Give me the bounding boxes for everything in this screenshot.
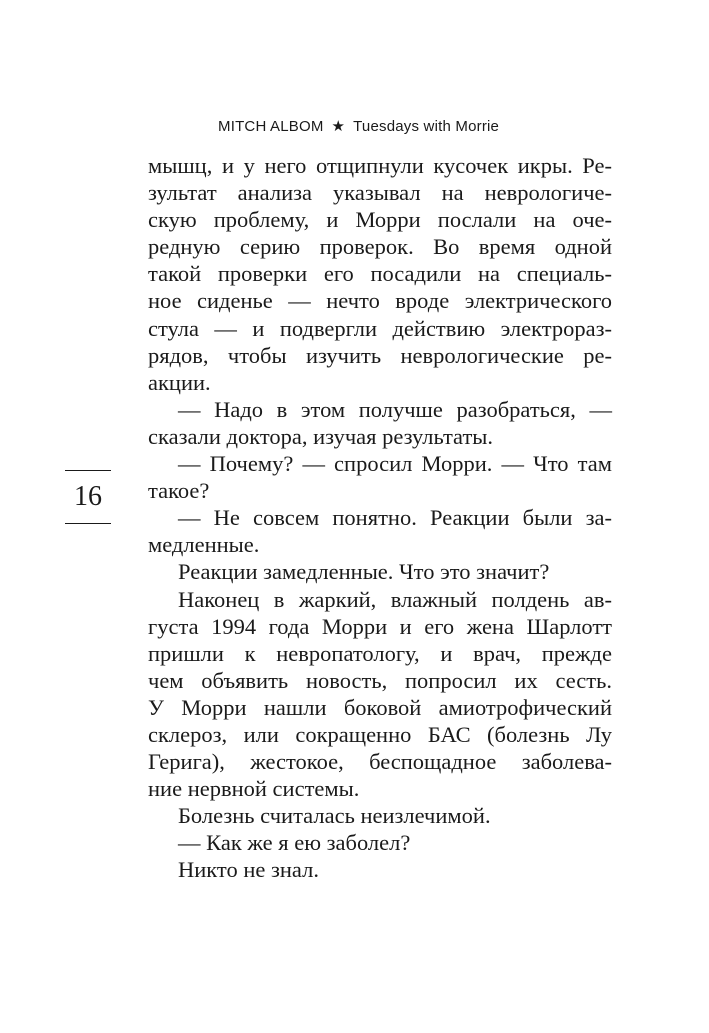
text-line: — Почему? — спросил Морри. — Что там	[178, 451, 612, 477]
text-line: ное сиденье — нечто вроде электрического	[148, 288, 612, 314]
page-number-rule-bottom	[65, 523, 111, 524]
text-line: Реакции замедленные. Что это значит?	[178, 559, 550, 585]
text-line: пришли к невропатологу, и врач, прежде	[148, 640, 612, 666]
text-line: Никто не знал.	[178, 857, 319, 883]
text-line: редную серию проверок. Во время одной	[148, 234, 612, 260]
text-line: У Морри нашли боковой амиотрофический	[148, 694, 612, 720]
text-line: — Не совсем понятно. Реакции были за-	[178, 505, 612, 531]
text-line: чем объявить новость, попросил их сесть.	[148, 667, 612, 693]
text-line: — Надо в этом получше разобраться, —	[178, 396, 612, 422]
star-icon: ★	[331, 119, 346, 135]
running-head-book-title: Tuesdays with Morrie	[353, 118, 500, 135]
text-line: склероз, или сокращенно БАС (болезнь Лу	[148, 721, 612, 747]
text-line: такой проверки его посадили на специаль-	[148, 261, 612, 287]
text-line: мышц, и у него отщипнули кусочек икры. Ре-	[148, 153, 612, 178]
text-line: зультат анализа указывал на неврологиче-	[148, 180, 612, 206]
text-line: Наконец в жаркий, влажный полдень ав-	[178, 586, 612, 612]
running-head	[218, 117, 548, 136]
text-line: акции.	[148, 369, 211, 395]
text-line: рядов, чтобы изучить неврологические ре-	[148, 342, 612, 368]
text-line: такое?	[148, 478, 210, 504]
page-number: 16	[74, 481, 102, 512]
text-line: скую проблему, и Морри послали на оче-	[148, 207, 612, 233]
text-line: сказали доктора, изучая результаты.	[148, 423, 494, 449]
text-line: медленные.	[148, 532, 260, 558]
text-line: ние нервной системы.	[148, 776, 360, 802]
text-line: стула — и подвергли действию электрораз-	[148, 315, 612, 341]
text-line: Герига), жестокое, беспощадное заболева-	[148, 749, 612, 775]
running-head-author: MITCH ALBOM	[218, 118, 324, 135]
body-text	[148, 152, 612, 884]
text-line: Болезнь считалась неизлечимой.	[178, 803, 491, 829]
page-number-block	[65, 470, 111, 524]
text-line: — Как же я ею заболел?	[178, 830, 411, 856]
text-line: густа 1994 года Морри и его жена Шарлотт	[148, 613, 612, 639]
